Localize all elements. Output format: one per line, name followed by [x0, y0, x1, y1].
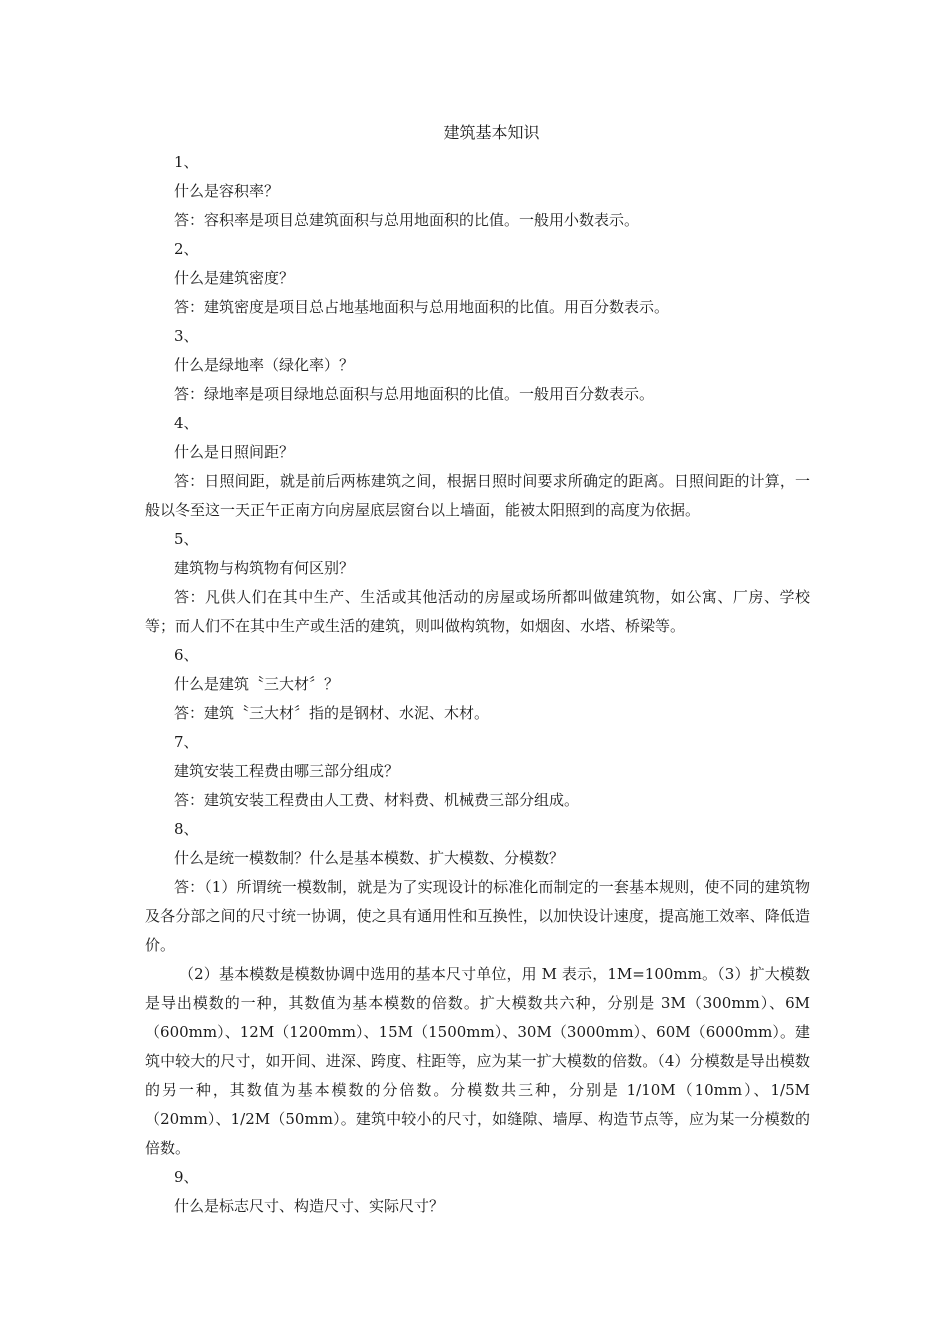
item-answer: 答：建筑〝三大材〞指的是钢材、水泥、木材。	[174, 704, 490, 722]
item-question: 什么是绿地率（绿化率）？	[174, 356, 355, 374]
item-answer: 答：日照间距，就是前后两栋建筑之间，根据日照时间要求所确定的距离。日照间距的计算，一般以冬至这一天正午正南方向房屋底层窗台以上墙面，能被太阳照到的高度为依据。	[145, 472, 810, 519]
item-number: 6、	[174, 646, 199, 664]
item-answer: 答：建筑密度是项目总占地基地面积与总用地面积的比值。用百分数表示。	[174, 298, 670, 316]
item-question: 什么是标志尺寸、构造尺寸、实际尺寸？	[174, 1197, 445, 1215]
item-number: 5、	[174, 530, 199, 548]
item-answer: 答：凡供人们在其中生产、生活或其他活动的房屋或场所都叫做建筑物，如公寓、厂房、学校等；而人们不在其中生产或生活的建筑，则叫做构筑物，如烟囱、水塔、桥梁等。	[145, 588, 810, 635]
item-answer: 答：建筑安装工程费由人工费、材料费、机械费三部分组成。	[174, 791, 580, 809]
item-number: 2、	[174, 240, 199, 258]
item-question: 什么是容积率？	[174, 182, 280, 200]
item-answer: 答：绿地率是项目绿地总面积与总用地面积的比值。一般用百分数表示。	[174, 385, 655, 403]
item-number: 7、	[174, 733, 199, 751]
item-question: 什么是建筑密度？	[174, 269, 295, 287]
item-number: 1、	[174, 153, 199, 171]
item-number: 9、	[174, 1168, 199, 1186]
item-number: 8、	[174, 820, 199, 838]
document-title: 建筑基本知识	[443, 123, 540, 142]
document-page	[145, 118, 810, 1221]
item-answer: 答：（1）所谓统一模数制，就是为了实现设计的标准化而制定的一套基本规则，使不同的建筑物及各分部之间的尺寸统一协调，使之具有通用性和互换性，以加快设计速度，提高施工效率、降低造价。	[145, 878, 810, 954]
item-question: 什么是统一模数制？什么是基本模数、扩大模数、分模数？	[174, 849, 565, 867]
item-answer: 答：容积率是项目总建筑面积与总用地面积的比值。一般用小数表示。	[174, 211, 640, 229]
item-number: 4、	[174, 414, 199, 432]
item-question: 建筑物与构筑物有何区别？	[174, 559, 355, 577]
item-number: 3、	[174, 327, 199, 345]
item-question: 建筑安装工程费由哪三部分组成？	[174, 762, 400, 780]
item-question: 什么是日照间距？	[174, 443, 295, 461]
item-answer-continued: （2）基本模数是模数协调中选用的基本尺寸单位，用 M 表示，1M=100mm。（3）扩大模数是导出模数的一种，其数值为基本模数的倍数。扩大模数共六种，分别是 3M（300mm）、6M（600mm）、12M（1200mm）、15M（1500mm）、30M（3000mm）、60M（6000mm）。建筑中较大的尺寸，如开间、进深、跨度、柱距等，应为某一扩大模数的倍数。（4）分模数是导出模数的另一种，其数值为基本模数的分倍数。分模数共三种，分别是 1/10M（10mm）、1/5M（20mm）、1/2M（50mm）。建筑中较小的尺寸，如缝隙、墙厚、构造节点等，应为某一分模数的倍数。	[145, 965, 810, 1157]
item-question: 什么是建筑〝三大材〞？	[174, 675, 340, 693]
